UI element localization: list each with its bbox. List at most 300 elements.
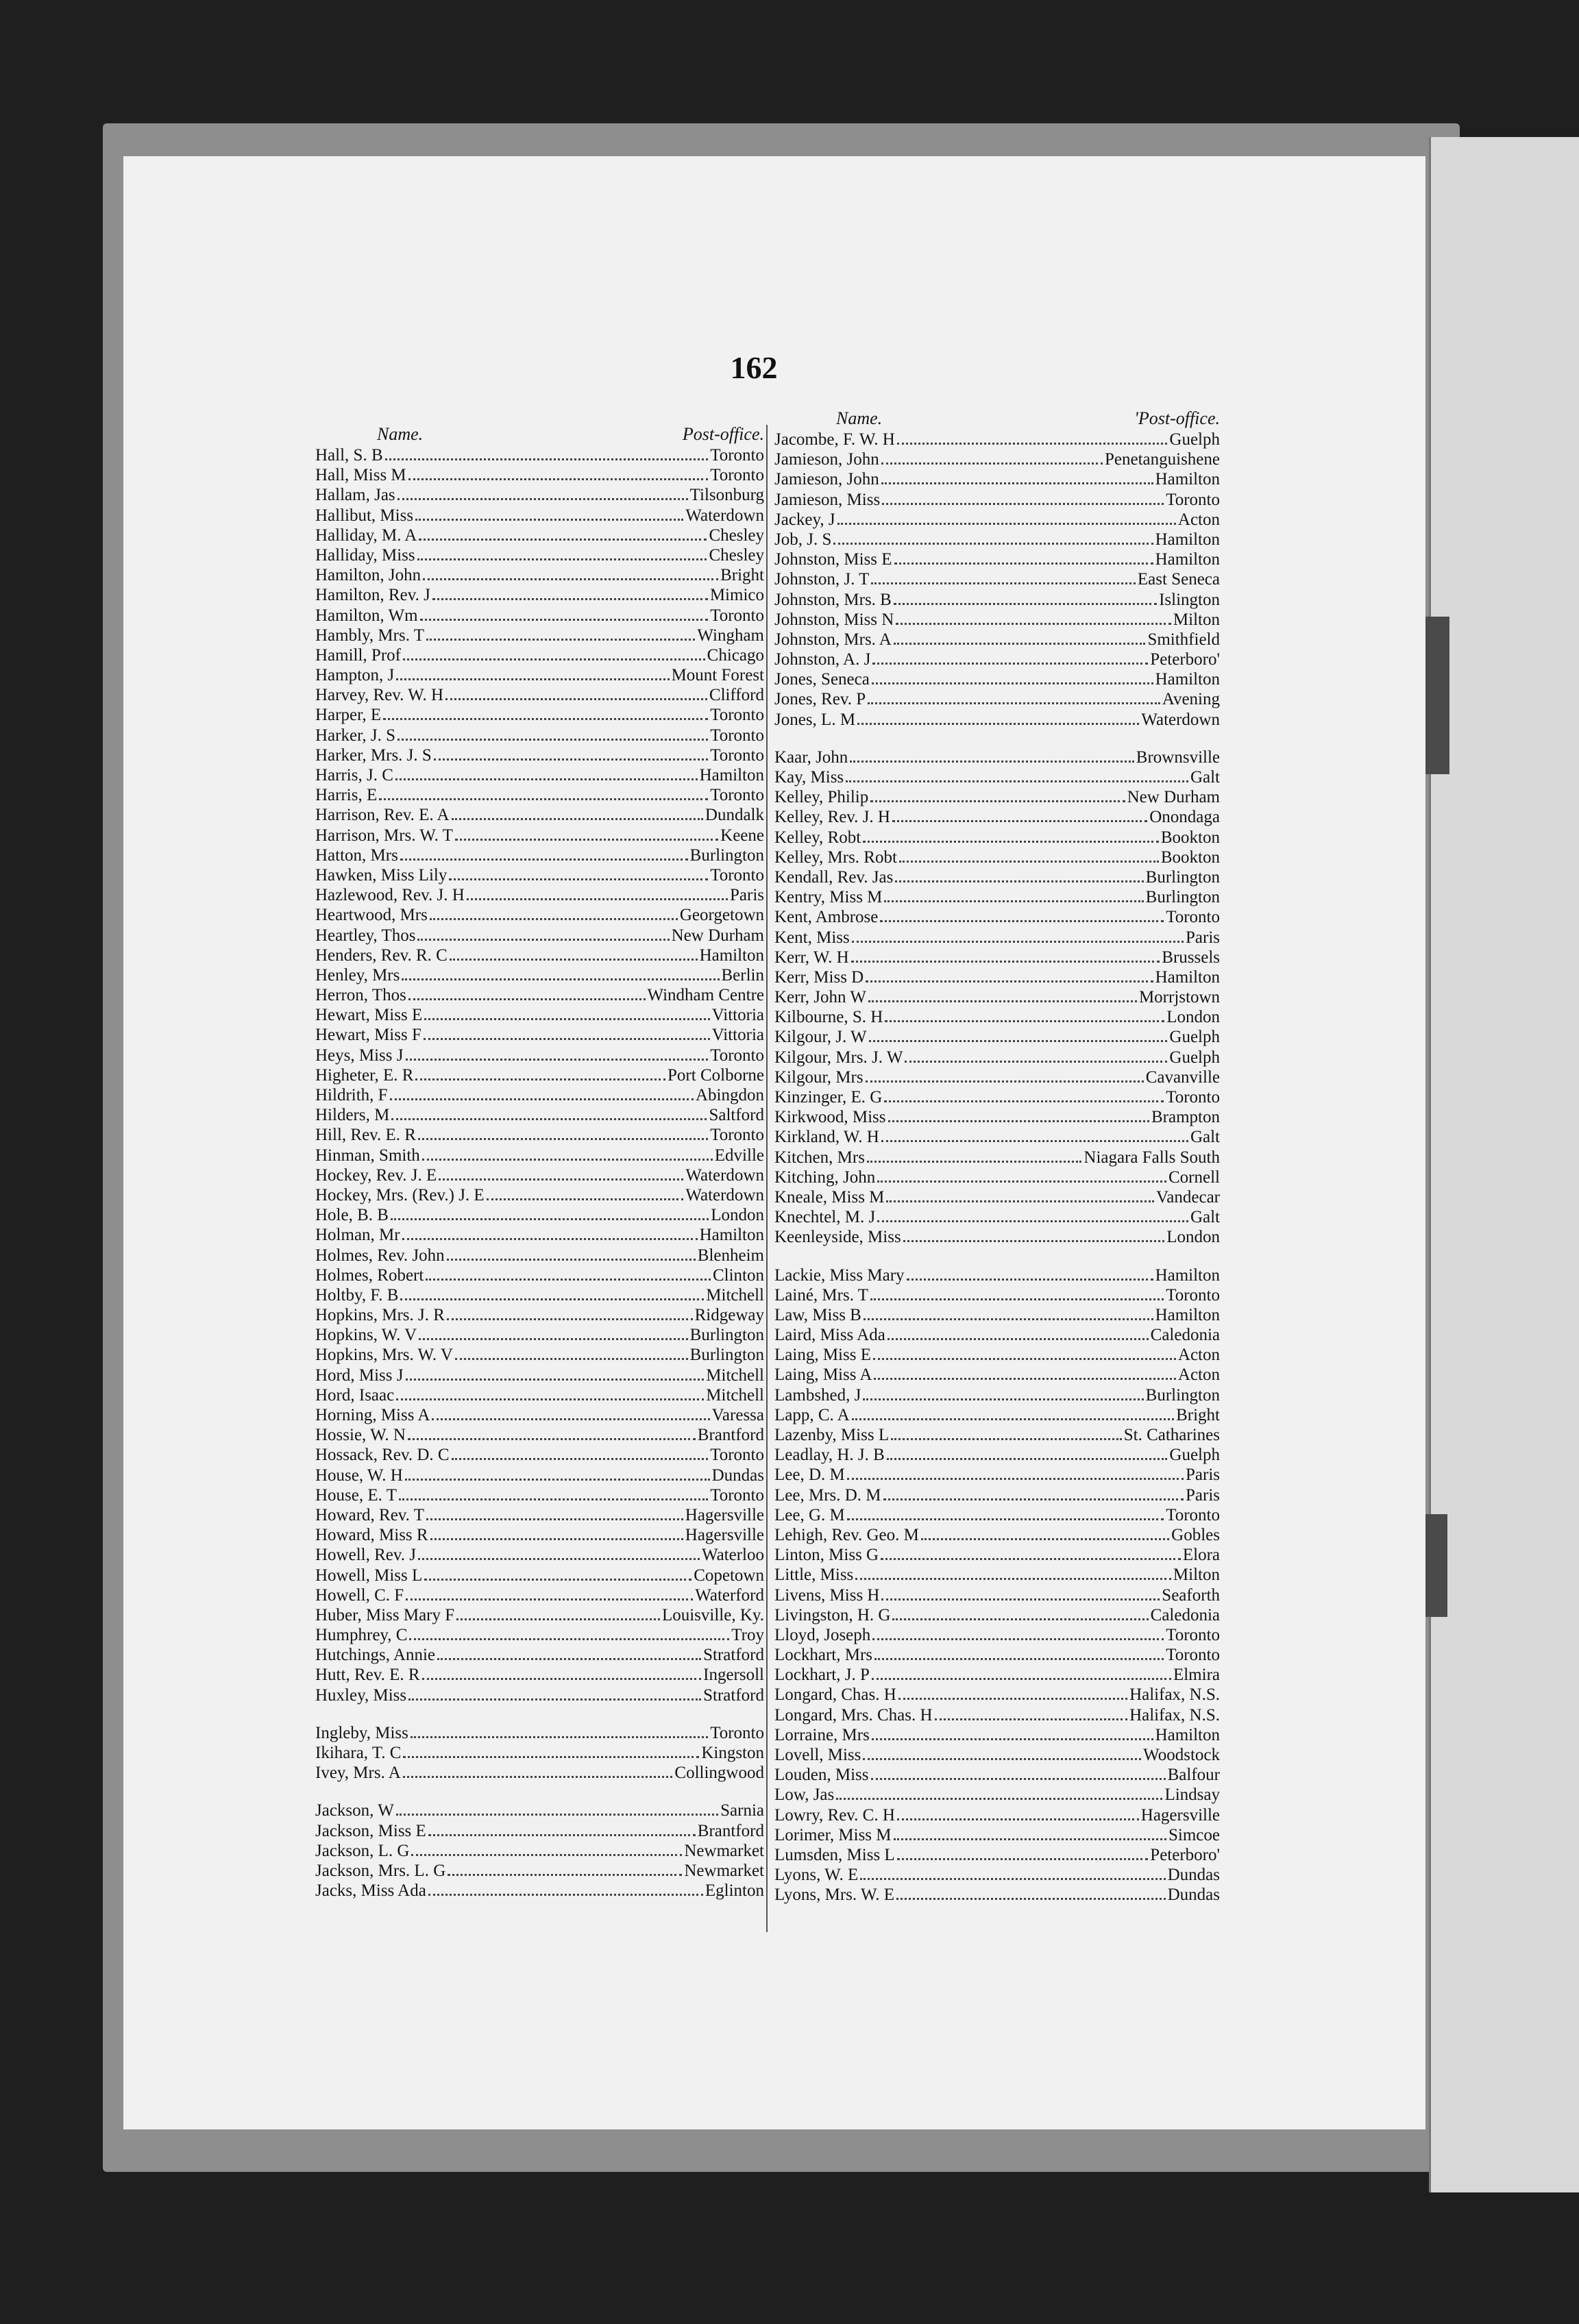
directory-entry xyxy=(774,987,1220,1007)
directory-entry xyxy=(774,1685,1220,1705)
leader-dots xyxy=(396,1807,718,1816)
entry-post-office: Waterdown xyxy=(685,1185,764,1204)
leader-dots xyxy=(872,656,1148,665)
entry-name: Harvey, Rev. W. H xyxy=(315,686,443,705)
directory-entry xyxy=(315,1205,764,1225)
leader-dots xyxy=(417,552,707,560)
entry-post-office: Hamilton xyxy=(1155,1725,1220,1744)
entry-name: Jackson, L. G xyxy=(315,1841,410,1860)
leader-dots xyxy=(883,1492,1184,1500)
entry-name: Kelley, Rev. J. H xyxy=(774,808,890,827)
leader-dots xyxy=(833,536,1153,545)
entry-name: Lapp, C. A xyxy=(774,1405,850,1424)
entry-post-office: Paris xyxy=(1186,1485,1220,1505)
leader-dots xyxy=(400,1291,704,1300)
section-gap xyxy=(315,1783,764,1801)
leader-dots xyxy=(852,1411,1174,1420)
entry-name: Hopkins, W. V xyxy=(315,1326,417,1345)
leader-dots xyxy=(452,811,703,820)
leader-dots xyxy=(403,652,705,660)
directory-entry xyxy=(315,1763,764,1783)
directory-entry xyxy=(315,485,764,505)
directory-entry xyxy=(774,1107,1220,1127)
entry-post-office: Gobles xyxy=(1171,1525,1220,1544)
section-gap xyxy=(315,1705,764,1723)
entry-name: Kitchen, Mrs xyxy=(774,1148,865,1167)
entry-post-office: Brownsville xyxy=(1136,747,1220,767)
leader-dots xyxy=(851,954,1160,963)
entry-name: Hamilton, John xyxy=(315,566,421,585)
leader-dots xyxy=(894,596,1157,605)
directory-entry xyxy=(315,926,764,945)
entry-post-office: Troy xyxy=(731,1626,764,1645)
directory-entry xyxy=(774,1048,1220,1067)
directory-entry xyxy=(774,1067,1220,1087)
entry-post-office: Elora xyxy=(1182,1546,1220,1565)
directory-entry xyxy=(315,1025,764,1045)
leader-dots xyxy=(921,1531,1169,1540)
entry-post-office: Wingham xyxy=(697,626,764,645)
leader-dots xyxy=(872,1671,1171,1680)
leader-dots xyxy=(424,1031,710,1040)
directory-entry xyxy=(315,1345,764,1365)
entry-name: Hinman, Smith xyxy=(315,1146,420,1165)
entry-name: Kay, Miss xyxy=(774,768,844,787)
leader-dots xyxy=(452,1451,709,1460)
entry-name: Keenleyside, Miss xyxy=(774,1228,901,1247)
entry-post-office: Toronto xyxy=(710,466,764,485)
entry-post-office: Guelph xyxy=(1169,1446,1220,1465)
entry-post-office: Guelph xyxy=(1169,430,1220,449)
directory-entry xyxy=(315,1466,764,1485)
entry-name: Laing, Miss E xyxy=(774,1346,871,1365)
directory-entry xyxy=(774,1565,1220,1585)
leader-dots xyxy=(415,512,683,521)
leader-dots xyxy=(905,1054,1167,1063)
leader-dots xyxy=(868,993,1137,1002)
entry-post-office: Toronto xyxy=(1166,1088,1220,1107)
directory-entry xyxy=(315,1445,764,1465)
entry-name: Hockey, Rev. J. E xyxy=(315,1165,437,1185)
entry-post-office: London xyxy=(711,1206,764,1225)
entry-name: Kilbourne, S. H xyxy=(774,1008,883,1027)
directory-entry xyxy=(315,1185,764,1205)
leader-dots xyxy=(881,1133,1188,1142)
leader-dots xyxy=(409,1631,729,1640)
entry-name: Kent, Ambrose xyxy=(774,908,879,927)
entry-post-office: Mount Forest xyxy=(671,666,764,685)
directory-entry xyxy=(774,710,1220,730)
directory-entry xyxy=(774,430,1220,449)
directory-entry xyxy=(774,1625,1220,1645)
directory-entry xyxy=(774,907,1220,927)
directory-entry xyxy=(774,1167,1220,1187)
entry-name: Ingleby, Miss xyxy=(315,1723,408,1742)
entry-name: Kelley, Mrs. Robt xyxy=(774,848,897,867)
leader-dots xyxy=(426,1511,683,1520)
leader-dots xyxy=(870,793,1125,802)
entry-name: Lyons, W. E xyxy=(774,1866,859,1885)
entry-name: Jackson, Mrs. L. G xyxy=(315,1861,446,1880)
name-header: Name. xyxy=(836,408,883,428)
directory-entry xyxy=(315,1225,764,1245)
leader-dots xyxy=(422,1671,702,1680)
leader-dots xyxy=(450,952,698,961)
leader-dots xyxy=(411,1847,682,1856)
directory-entry xyxy=(315,1625,764,1645)
directory-entry xyxy=(315,445,764,465)
entry-name: Johnston, A. J xyxy=(774,650,871,669)
entry-name: Jones, Seneca xyxy=(774,670,870,689)
entry-post-office: Toronto xyxy=(710,865,764,885)
leader-dots xyxy=(903,1233,1165,1242)
entry-post-office: Brussels xyxy=(1162,948,1220,967)
directory-entry xyxy=(315,1723,764,1743)
entry-post-office: Waterdown xyxy=(685,1165,764,1185)
leader-dots xyxy=(850,754,1134,763)
leader-dots xyxy=(424,1011,710,1020)
section-gap xyxy=(774,730,1220,747)
entry-name: Jamieson, John xyxy=(774,450,879,469)
leader-dots xyxy=(455,832,718,841)
directory-entry xyxy=(315,1505,764,1525)
directory-entry xyxy=(315,1246,764,1265)
directory-entry xyxy=(315,1485,764,1505)
leader-dots xyxy=(881,1592,1160,1600)
leader-dots xyxy=(847,1471,1184,1480)
entry-name: Holmes, Rev. John xyxy=(315,1246,445,1265)
directory-entry xyxy=(774,1385,1220,1405)
entry-name: Hall, Miss M xyxy=(315,466,406,485)
leader-dots xyxy=(863,1751,1141,1760)
entry-name: Hewart, Miss E xyxy=(315,1006,423,1025)
entry-post-office: Hamilton xyxy=(699,766,764,784)
entry-post-office: Islington xyxy=(1159,590,1220,609)
entry-name: Kelley, Robt xyxy=(774,828,861,847)
directory-entry xyxy=(315,1861,764,1881)
directory-entry xyxy=(315,1566,764,1585)
leader-dots xyxy=(411,1729,708,1738)
directory-entry xyxy=(774,569,1220,589)
entry-name: Holmes, Robert xyxy=(315,1265,424,1285)
entry-name: Jacombe, F. W. H xyxy=(774,430,895,449)
entry-post-office: Peterboro' xyxy=(1150,1845,1220,1864)
directory-entry xyxy=(315,685,764,705)
entry-post-office: Caledonia xyxy=(1150,1605,1220,1624)
entry-name: Kilgour, J. W xyxy=(774,1028,867,1047)
entry-name: Jackson, Miss E xyxy=(315,1821,426,1840)
entry-name: Harper, E xyxy=(315,706,382,725)
entry-post-office: Waterford xyxy=(695,1585,764,1605)
leader-dots xyxy=(872,1631,1164,1640)
entry-post-office: Toronto xyxy=(710,1446,764,1465)
entry-name: Hewart, Miss F xyxy=(315,1026,421,1045)
directory-entry xyxy=(774,1325,1220,1345)
leader-dots xyxy=(873,1351,1176,1360)
leader-dots xyxy=(894,556,1153,565)
entry-post-office: London xyxy=(1166,1008,1220,1027)
directory-entry xyxy=(315,1525,764,1545)
leader-dots xyxy=(874,1651,1164,1660)
leader-dots xyxy=(418,1551,700,1560)
entry-post-office: Saltford xyxy=(709,1106,764,1125)
entry-name: Hambly, Mrs. T xyxy=(315,626,425,645)
entry-name: Jones, L. M xyxy=(774,710,856,729)
entry-post-office: Burlington xyxy=(689,1346,764,1365)
entry-name: Hawken, Miss Lily xyxy=(315,865,448,885)
directory-entry xyxy=(315,1405,764,1425)
leader-dots xyxy=(880,913,1164,922)
entry-name: Howard, Rev. T xyxy=(315,1505,424,1524)
directory-entry xyxy=(774,1127,1220,1147)
leader-dots xyxy=(417,932,669,941)
entry-post-office: Halifax, N.S. xyxy=(1129,1685,1220,1705)
leader-dots xyxy=(881,475,1153,484)
leader-dots xyxy=(391,1111,707,1120)
entry-name: Hampton, J xyxy=(315,666,395,685)
entry-name: Lackie, Miss Mary xyxy=(774,1265,905,1285)
directory-entry xyxy=(774,1087,1220,1107)
entry-post-office: Onondaga xyxy=(1149,808,1220,827)
leader-dots xyxy=(874,1371,1176,1380)
entry-name: Job, J. S xyxy=(774,530,832,549)
entry-name: Lovell, Miss xyxy=(774,1746,861,1764)
directory-entry xyxy=(774,1705,1220,1725)
leader-dots xyxy=(487,1191,684,1200)
leader-dots xyxy=(897,436,1168,445)
directory-entry xyxy=(774,1027,1220,1047)
directory-entry xyxy=(774,1745,1220,1765)
entry-name: Kinzinger, E. G xyxy=(774,1088,883,1107)
entry-post-office: Morrjstown xyxy=(1138,988,1220,1007)
directory-entry xyxy=(774,1187,1220,1207)
entry-post-office: Hamilton xyxy=(1155,530,1220,549)
leader-dots xyxy=(899,854,1159,863)
leader-dots xyxy=(397,732,708,741)
entry-name: Hall, S. B xyxy=(315,446,383,465)
entry-name: Johnston, J. T xyxy=(774,570,870,589)
directory-entry xyxy=(774,650,1220,669)
entry-name: Johnston, Mrs. A xyxy=(774,630,892,649)
entry-post-office: Guelph xyxy=(1169,1028,1220,1047)
entry-post-office: Newmarket xyxy=(684,1841,764,1860)
entry-name: Harris, J. C xyxy=(315,766,393,784)
leader-dots xyxy=(447,1311,693,1320)
leader-dots xyxy=(872,676,1153,684)
leader-dots xyxy=(467,891,728,900)
entry-name: Howell, Miss L xyxy=(315,1566,423,1585)
entry-post-office: Peterboro' xyxy=(1150,650,1220,669)
entry-post-office: New Durham xyxy=(671,926,764,945)
directory-entry xyxy=(315,1801,764,1820)
page-number: 162 xyxy=(730,350,778,385)
directory-entry xyxy=(774,1805,1220,1825)
directory-entry xyxy=(315,1881,764,1901)
directory-entry xyxy=(774,828,1220,848)
entry-name: Hilders, M xyxy=(315,1106,390,1125)
entry-post-office: Ingersoll xyxy=(703,1666,764,1685)
entry-post-office: Galt xyxy=(1190,1208,1220,1227)
entry-post-office: Guelph xyxy=(1169,1048,1220,1067)
leader-dots xyxy=(408,1692,701,1701)
leader-dots xyxy=(395,771,698,780)
leader-dots xyxy=(870,1291,1164,1300)
entry-post-office: Georgetown xyxy=(679,906,764,925)
entry-post-office: Dundalk xyxy=(705,806,764,825)
leader-dots xyxy=(847,1511,1164,1520)
leader-dots xyxy=(857,716,1139,725)
leader-dots xyxy=(888,1331,1149,1340)
entry-post-office: Edville xyxy=(714,1146,764,1165)
entry-name: Howard, Miss R xyxy=(315,1526,428,1545)
entry-post-office: Keene xyxy=(720,826,764,845)
entry-post-office: Caledonia xyxy=(1150,1326,1220,1345)
entry-post-office: Paris xyxy=(1186,1466,1220,1485)
leader-dots xyxy=(888,1113,1149,1122)
entry-name: House, E. T xyxy=(315,1485,397,1505)
entry-post-office: Toronto xyxy=(1166,1646,1220,1665)
entry-post-office: Waterdown xyxy=(1141,710,1220,729)
directory-entry xyxy=(315,565,764,585)
entry-post-office: Galt xyxy=(1190,1128,1220,1147)
entry-name: Lainé, Mrs. T xyxy=(774,1285,869,1305)
entry-name: Ivey, Mrs. A xyxy=(315,1764,401,1783)
entry-post-office: Milton xyxy=(1173,610,1220,629)
entry-name: Livingston, H. G xyxy=(774,1605,891,1624)
leader-dots xyxy=(891,1431,1122,1440)
entry-name: Heys, Miss J xyxy=(315,1046,404,1065)
directory-entry xyxy=(315,1585,764,1605)
leader-dots xyxy=(419,1331,687,1340)
directory-entry xyxy=(774,689,1220,709)
facing-page-edge xyxy=(1429,137,1579,2192)
entry-name: Jamieson, Miss xyxy=(774,490,881,509)
entry-post-office: Clifford xyxy=(709,686,764,705)
directory-entry xyxy=(774,948,1220,967)
leader-dots xyxy=(871,576,1135,584)
directory-entry xyxy=(774,1345,1220,1365)
leader-dots xyxy=(406,1052,709,1061)
directory-entry xyxy=(774,1785,1220,1805)
entry-name: Leadlay, H. J. B xyxy=(774,1446,885,1465)
entry-post-office: Mitchell xyxy=(706,1385,764,1405)
entry-name: Jacks, Miss Ada xyxy=(315,1881,426,1901)
leader-dots xyxy=(885,1013,1164,1022)
leader-dots xyxy=(887,1451,1168,1460)
entry-post-office: Hamilton xyxy=(699,945,764,965)
entry-name: Huber, Miss Mary F xyxy=(315,1605,455,1624)
entry-post-office: Ridgeway xyxy=(694,1306,764,1325)
leader-dots xyxy=(403,1769,673,1778)
entry-name: Kirkland, W. H xyxy=(774,1128,879,1147)
entry-name: Harrison, Rev. E. A xyxy=(315,806,450,825)
entry-post-office: London xyxy=(1166,1228,1220,1247)
entry-post-office: Halifax, N.S. xyxy=(1129,1705,1220,1725)
entry-name: Jackson, W xyxy=(315,1801,394,1820)
leader-dots xyxy=(907,1272,1153,1281)
entry-name: Kilgour, Mrs. J. W xyxy=(774,1048,903,1067)
leader-dots xyxy=(449,872,708,880)
leader-dots xyxy=(892,1611,1148,1620)
entry-name: Hockey, Mrs. (Rev.) J. E xyxy=(315,1185,485,1204)
leader-dots xyxy=(869,1033,1168,1042)
entry-name: Hill, Rev. E. R xyxy=(315,1126,416,1145)
directory-entry xyxy=(774,1505,1220,1525)
entry-name: Hatton, Mrs xyxy=(315,845,398,865)
directory-entry xyxy=(774,1605,1220,1625)
entry-name: Hutt, Rev. E. R xyxy=(315,1666,420,1685)
entry-name: House, W. H xyxy=(315,1466,403,1485)
leader-dots xyxy=(408,1431,696,1440)
entry-post-office: Toronto xyxy=(710,1485,764,1505)
directory-entry xyxy=(315,1085,764,1105)
entry-name: Hazlewood, Rev. J. H xyxy=(315,886,465,905)
leader-dots xyxy=(402,972,719,980)
entry-name: Laing, Miss A xyxy=(774,1365,872,1385)
leader-dots xyxy=(426,1272,711,1281)
entry-post-office: Penetanguishene xyxy=(1104,450,1220,469)
entry-name: Lehigh, Rev. Geo. M xyxy=(774,1525,919,1544)
directory-entry xyxy=(774,1305,1220,1325)
directory-entry xyxy=(774,1825,1220,1845)
directory-entry xyxy=(315,665,764,685)
binding-tear xyxy=(1422,617,1449,774)
name-header: Name. xyxy=(377,424,424,444)
leader-dots xyxy=(886,1194,1154,1202)
directory-entry xyxy=(315,1841,764,1861)
entry-post-office: Seaforth xyxy=(1162,1585,1220,1605)
leader-dots xyxy=(439,1172,683,1180)
directory-entry xyxy=(774,747,1220,767)
leader-dots xyxy=(428,1827,696,1836)
leader-dots xyxy=(383,711,708,720)
directory-entry xyxy=(315,1065,764,1085)
entry-name: Hole, B. B xyxy=(315,1206,389,1225)
directory-entry xyxy=(315,865,764,885)
entry-name: Laird, Miss Ada xyxy=(774,1326,885,1345)
directory-entry xyxy=(315,1685,764,1705)
entry-post-office: Hamilton xyxy=(1155,670,1220,689)
entry-name: Lyons, Mrs. W. E xyxy=(774,1886,895,1905)
entry-post-office: Avening xyxy=(1162,690,1220,709)
entry-name: Jackey, J xyxy=(774,510,835,529)
directory-entry xyxy=(315,1146,764,1165)
binding-tear xyxy=(1424,1514,1447,1617)
entry-post-office: Galt xyxy=(1190,768,1220,787)
directory-entry xyxy=(774,1665,1220,1685)
entry-name: Lee, G. M xyxy=(774,1505,845,1524)
entry-post-office: Toronto xyxy=(710,1723,764,1742)
entry-name: Harker, J. S xyxy=(315,726,396,745)
entry-name: Law, Miss B xyxy=(774,1305,861,1324)
entry-post-office: Mimico xyxy=(709,586,764,605)
leader-dots xyxy=(428,1887,703,1896)
leader-dots xyxy=(866,1074,1144,1083)
directory-entry xyxy=(315,945,764,965)
entry-name: Kentry, Miss M xyxy=(774,888,883,907)
leader-dots xyxy=(884,893,1143,902)
directory-entry xyxy=(315,1046,764,1065)
leader-dots xyxy=(406,1372,705,1381)
leader-dots xyxy=(872,1731,1153,1740)
entry-post-office: Louisville, Ky. xyxy=(661,1605,764,1624)
entry-post-office: Toronto xyxy=(710,606,764,625)
entry-post-office: Windham Centre xyxy=(647,986,764,1005)
entry-name: Harrison, Mrs. W. T xyxy=(315,826,453,845)
entry-post-office: Elmira xyxy=(1173,1666,1220,1685)
entry-post-office: Clinton xyxy=(712,1265,764,1285)
directory-entry xyxy=(315,1645,764,1665)
